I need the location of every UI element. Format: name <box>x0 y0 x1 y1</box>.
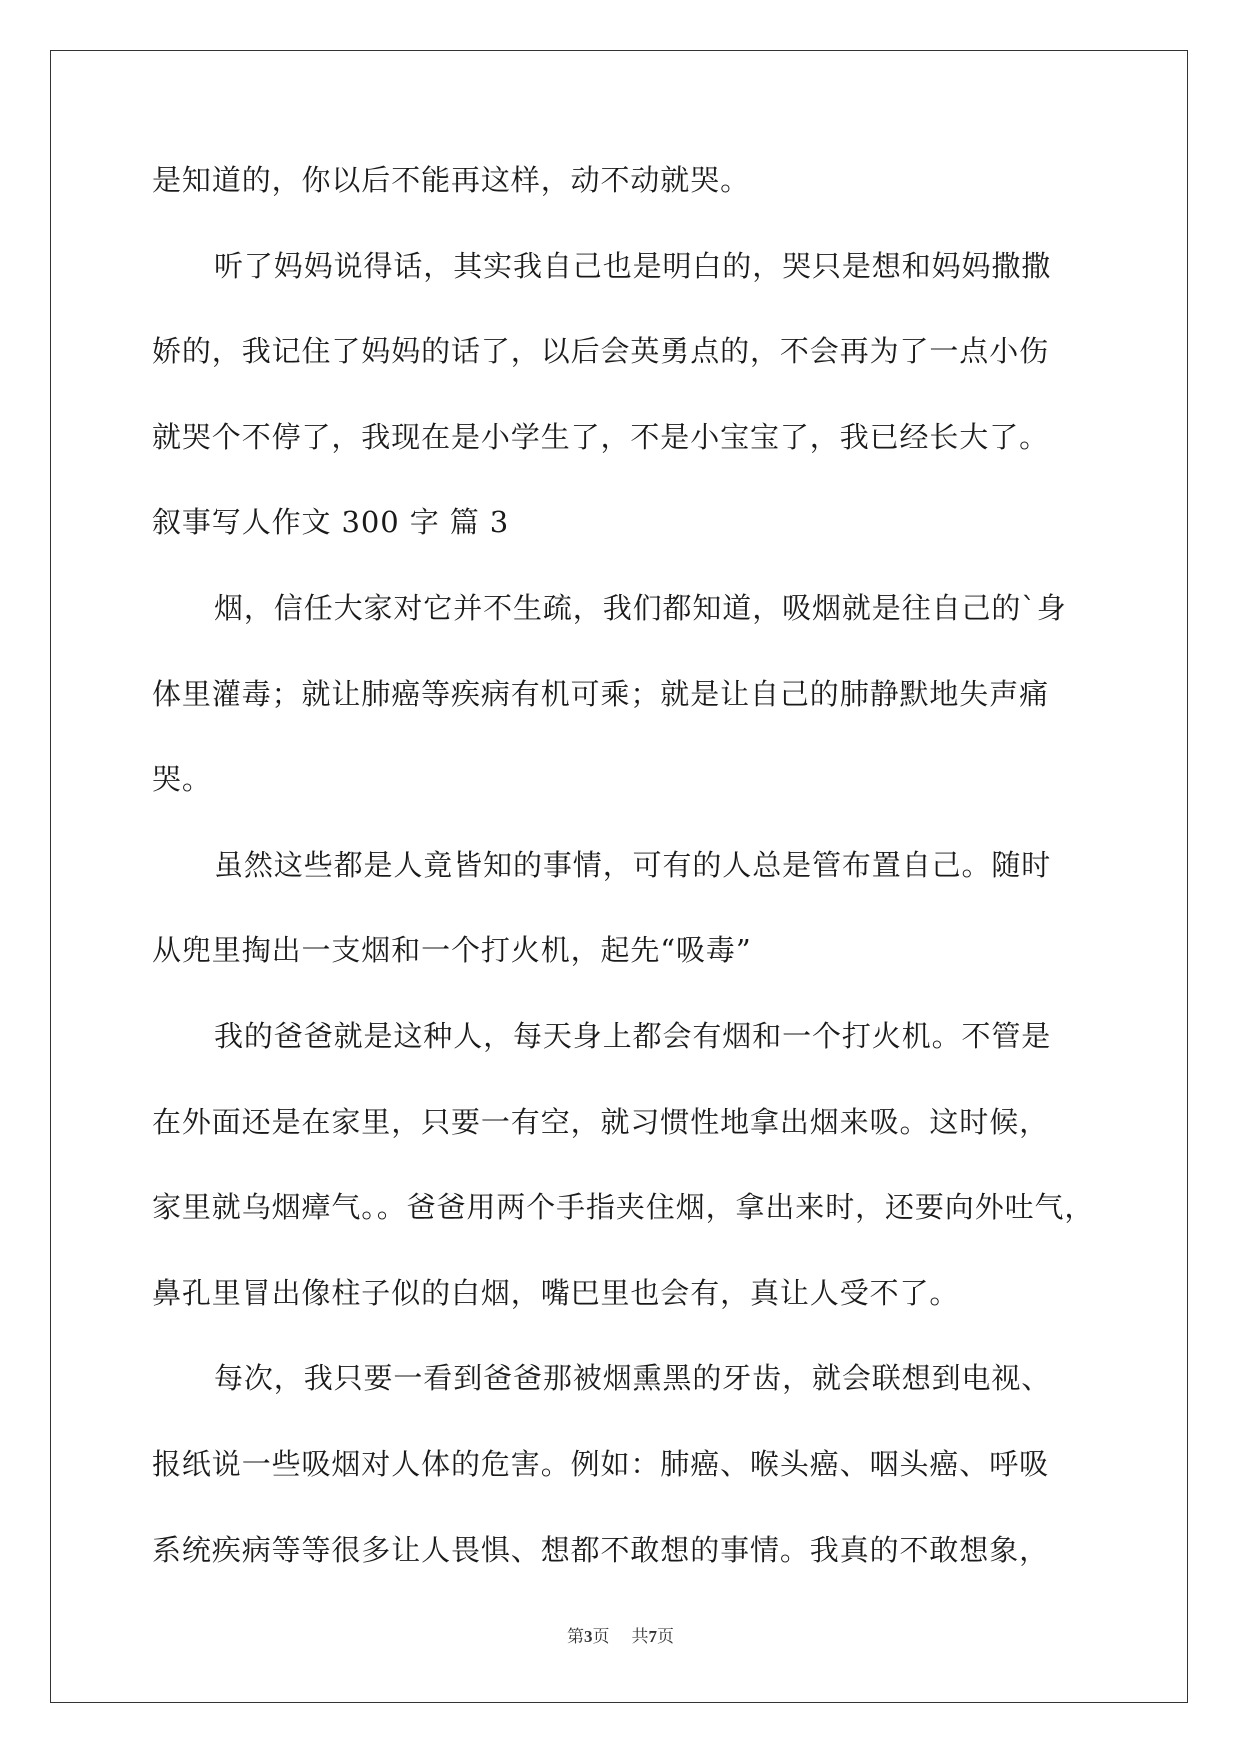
page-footer <box>0 1622 1241 1647</box>
text-line: 虽然这些都是人竟皆知的事情，可有的人总是管布置自己。随时 <box>214 847 1052 882</box>
text-line: 家里就乌烟瘴气。。爸爸用两个手指夹住烟，拿出来时，还要向外吐气， <box>152 1190 1095 1225</box>
footer-prefix: 第 <box>567 1627 584 1647</box>
text-line: 是知道的，你以后不能再这样，动不动就哭。 <box>152 163 751 197</box>
text-line: 报纸说一些吸烟对人体的危害。例如：肺癌、喉头癌、咽头癌、呼吸 <box>152 1446 1050 1481</box>
text-line: 系统疾病等等很多让人畏惧、想都不敢想的事情。我真的不敢想象， <box>152 1532 1050 1567</box>
text-line: 在外面还是在家里，只要一有空，就习惯性地拿出烟来吸。这时候， <box>152 1104 1050 1139</box>
text-line: 哭。 <box>152 762 212 797</box>
text-line: 体里灌毒；就让肺癌等疾病有机可乘；就是让自己的肺静默地失声痛 <box>152 676 1050 711</box>
footer-page-suffix: 页 <box>592 1627 610 1647</box>
text-line: 每次，我只要一看到爸爸那被烟熏黑的牙齿，就会联想到电视、 <box>214 1361 1052 1396</box>
section-heading: 叙事写人作文 300 字 篇 3 <box>152 505 510 540</box>
text-line: 我的爸爸就是这种人，每天身上都会有烟和一个打火机。不管是 <box>214 1018 1052 1053</box>
footer-total-prefix: 共 <box>631 1627 649 1647</box>
total-page-count: 7 <box>648 1627 657 1646</box>
text-line: 鼻孔里冒出像柱子似的白烟，嘴巴里也会有，真让人受不了。 <box>152 1275 960 1310</box>
text-line: 娇的，我记住了妈妈的话了，以后会英勇点的，不会再为了一点小伤 <box>152 334 1050 369</box>
document-body <box>152 160 1095 1615</box>
current-page-number: 3 <box>584 1627 593 1646</box>
text-line: 就哭个不停了，我现在是小学生了，不是小宝宝了，我已经长大了。 <box>152 419 1050 454</box>
text-line: 从兜里掏出一支烟和一个打火机，起先“吸毒” <box>152 933 752 968</box>
footer-total-suffix: 页 <box>657 1627 674 1647</box>
text-line: 烟，信任大家对它并不生疏，我们都知道，吸烟就是往自己的`身 <box>214 590 1067 625</box>
text-line: 听了妈妈说得话，其实我自己也是明白的，哭只是想和妈妈撒撒 <box>214 248 1052 283</box>
